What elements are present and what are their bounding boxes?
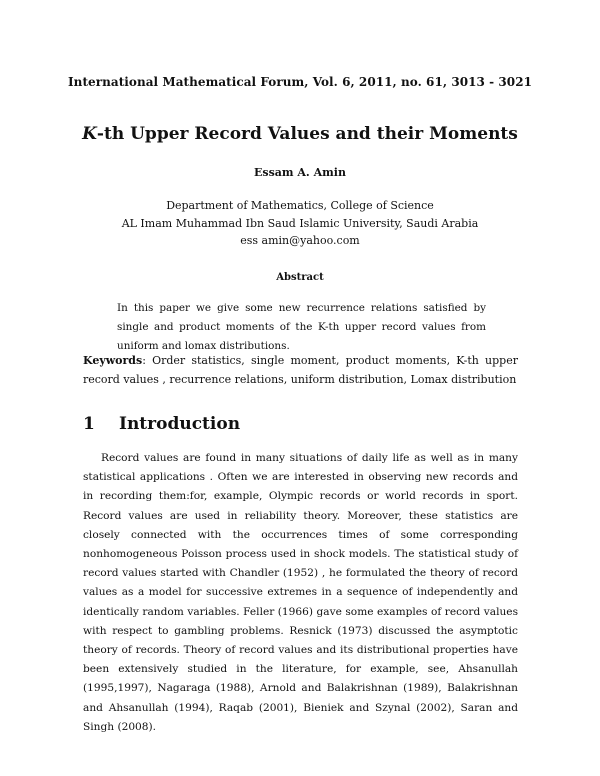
section-number: 1 — [83, 414, 95, 434]
paper-title — [0, 124, 600, 144]
author-email: ess amin@yahoo.com — [240, 234, 360, 247]
title-rest: -th Upper Record Values and their Moments — [96, 124, 518, 144]
section-title: Introduction — [119, 414, 241, 434]
keywords-paragraph — [83, 351, 518, 389]
keywords-label: Keywords — [83, 354, 143, 367]
journal-header: International Mathematical Forum, Vol. 6, 2011, no. 61, 3013 - 3021 — [68, 75, 532, 89]
introduction-paragraph: Record values are found in many situations of daily life as well as in many statistical applications . Often we are interested in observing new records and in recording them:for, example, Olympic records or world records in sport. Record values are used in reliability theory. Moreover, these statistics are closely connected with the occurrences times of some corresponding nonhomogeneous Poisson process used in shock models. The statistical study of record values started with Chandler (1952) , he formulated the theory of record values as a model for successive extremes in a sequence of independently and identically random variables. Feller (1966) gave some examples of record values with respect to gambling problems. Resnick (1973) discussed the asymptotic theory of records. Theory of record values and its distributional properties have been extensively studied in the literature, for example, see, Ahsanullah (1995,1997), Nagaraga (1988), Arnold and Balakrishnan (1989), Balakrishnan and Ahsanullah (1994), Raqab (2001), Bieniek and Szynal (2002), Saran and Singh (2008). — [83, 452, 518, 733]
affiliation-department: Department of Mathematics, College of Science — [166, 199, 434, 212]
keywords-text: : Order statistics, single moment, product moments, K-th upper record values , recurrence relations, uniform distribution, Lomax distribution — [83, 354, 518, 386]
affiliation-university: AL Imam Muhammad Ibn Saud Islamic University, Saudi Arabia — [121, 217, 479, 230]
title-k: K — [82, 124, 97, 144]
author-name: Essam A. Amin — [254, 166, 346, 179]
abstract-heading: Abstract — [276, 272, 324, 283]
section-heading — [83, 414, 240, 434]
abstract-text: In this paper we give some new recurrence relations satisfied by single and product moments of the K-th upper record values from uniform and lomax distributions. — [117, 302, 486, 352]
